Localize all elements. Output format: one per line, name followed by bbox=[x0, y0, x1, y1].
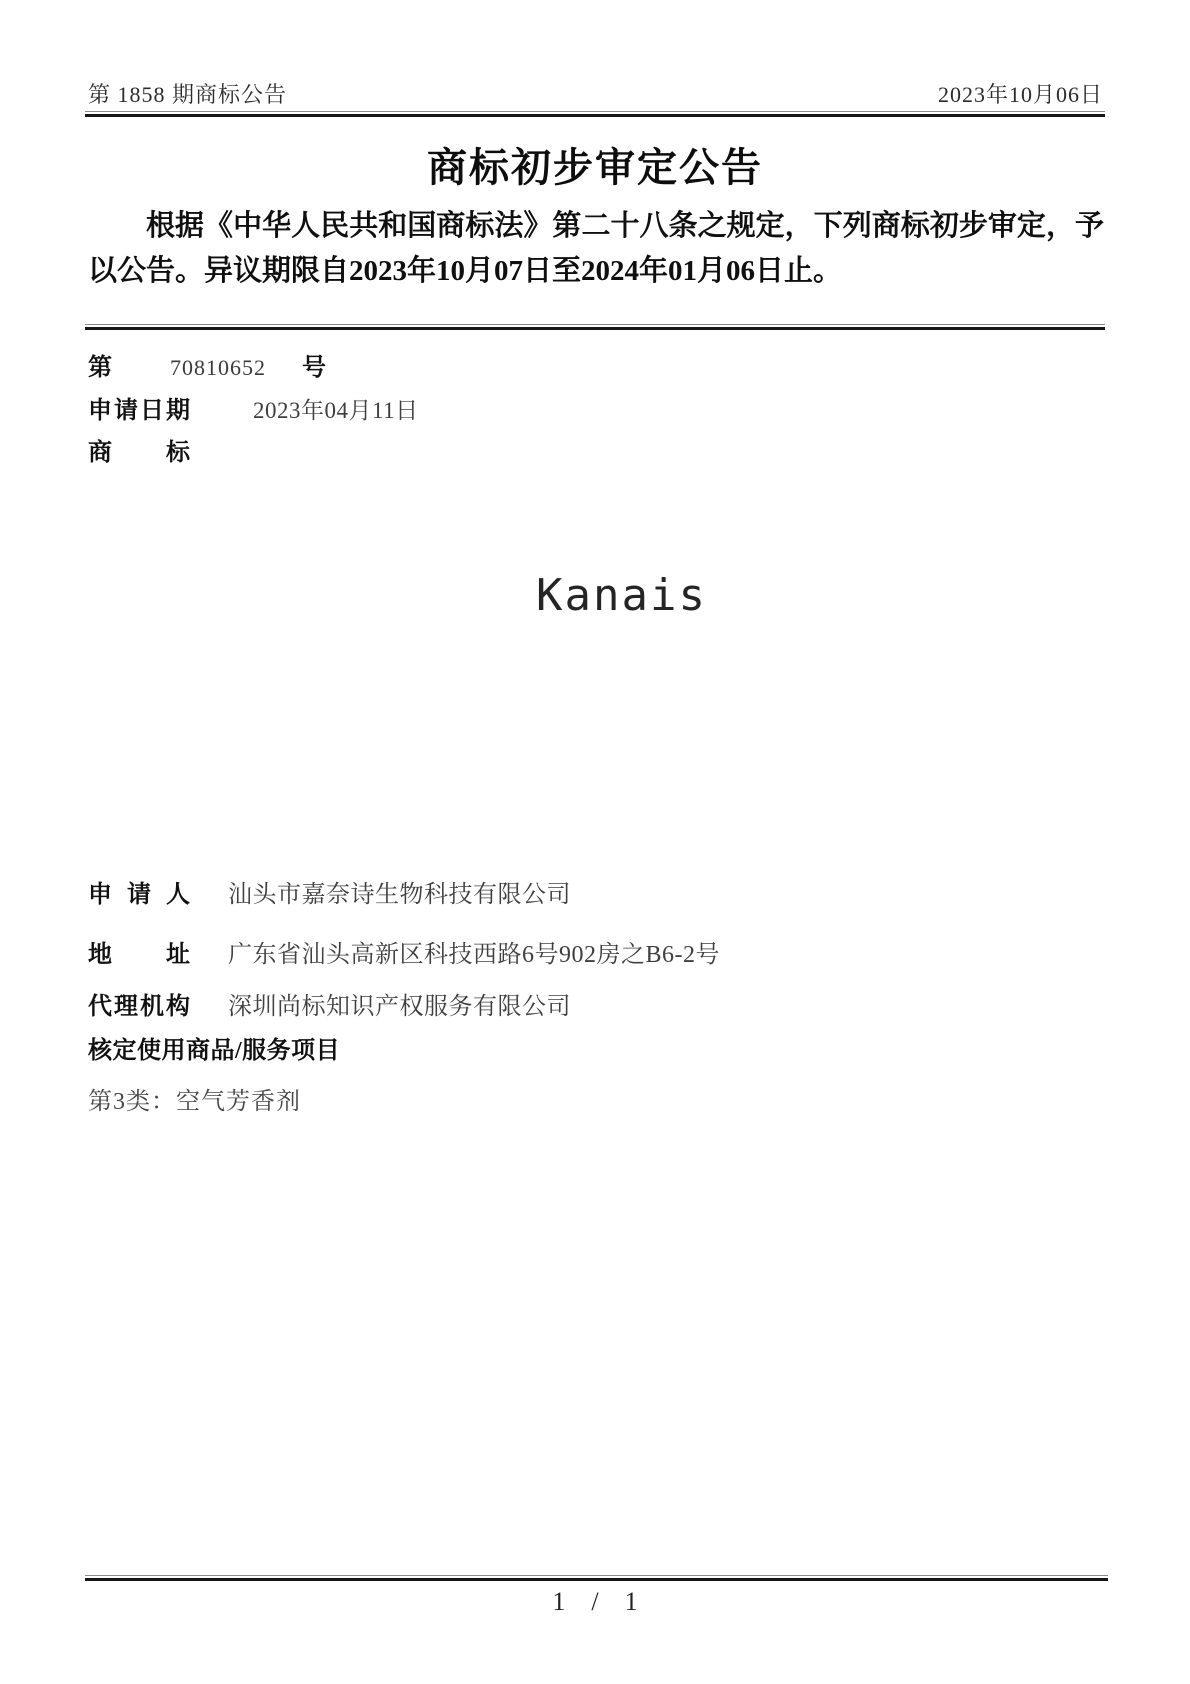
applicant-label: 申 请 人 bbox=[88, 882, 190, 908]
registration-number-row bbox=[88, 347, 1105, 382]
goods-services-heading: 核定使用商品/服务项目 bbox=[88, 1038, 341, 1064]
address-row bbox=[88, 934, 1105, 969]
trademark-label: 商 标 bbox=[88, 440, 190, 466]
page-number-total: 1 bbox=[624, 1587, 638, 1616]
apply-date-label: 申 请 日 期 bbox=[88, 398, 190, 424]
trademark-text: Kanais bbox=[536, 570, 707, 621]
page-number bbox=[0, 1587, 1190, 1617]
registration-number: 70810652 bbox=[170, 355, 266, 380]
applicant-value: 汕头市嘉奈诗生物科技有限公司 bbox=[228, 882, 571, 908]
page-title: 商标初步审定公告 bbox=[427, 145, 763, 190]
agency-row bbox=[88, 986, 1105, 1021]
apply-date-value: 2023年04月11日 bbox=[253, 398, 419, 423]
header-rule bbox=[85, 111, 1105, 117]
address-value: 广东省汕头高新区科技西路6号902房之B6-2号 bbox=[228, 942, 720, 968]
registration-number-suffix: 号 bbox=[302, 355, 326, 381]
agency-label: 代 理 机 构 bbox=[88, 994, 190, 1020]
intro-paragraph: 根据《中华人民共和国商标法》第二十八条之规定，下列商标初步审定，予以公告。异议期限自2023年10月07日至2024年01月06日止。 bbox=[88, 210, 1104, 287]
apply-date-row bbox=[88, 390, 1105, 425]
page-number-separator: / bbox=[591, 1587, 599, 1616]
goods-services-value: 第3类：空气芳香剂 bbox=[88, 1089, 301, 1115]
registration-number-prefix: 第 bbox=[88, 355, 112, 381]
footer-rule bbox=[85, 1575, 1108, 1581]
header-date: 2023年10月06日 bbox=[937, 82, 1103, 107]
applicant-row bbox=[88, 874, 1105, 909]
agency-value: 深圳尚标知识产权服务有限公司 bbox=[228, 994, 571, 1020]
trademark-image-area bbox=[88, 470, 1105, 870]
address-label: 地 址 bbox=[88, 942, 190, 968]
page-number-current: 1 bbox=[552, 1587, 566, 1616]
header-issue-label: 第 1858 期商标公告 bbox=[88, 82, 288, 107]
section-rule bbox=[85, 324, 1105, 330]
trademark-label-row bbox=[88, 432, 1105, 467]
